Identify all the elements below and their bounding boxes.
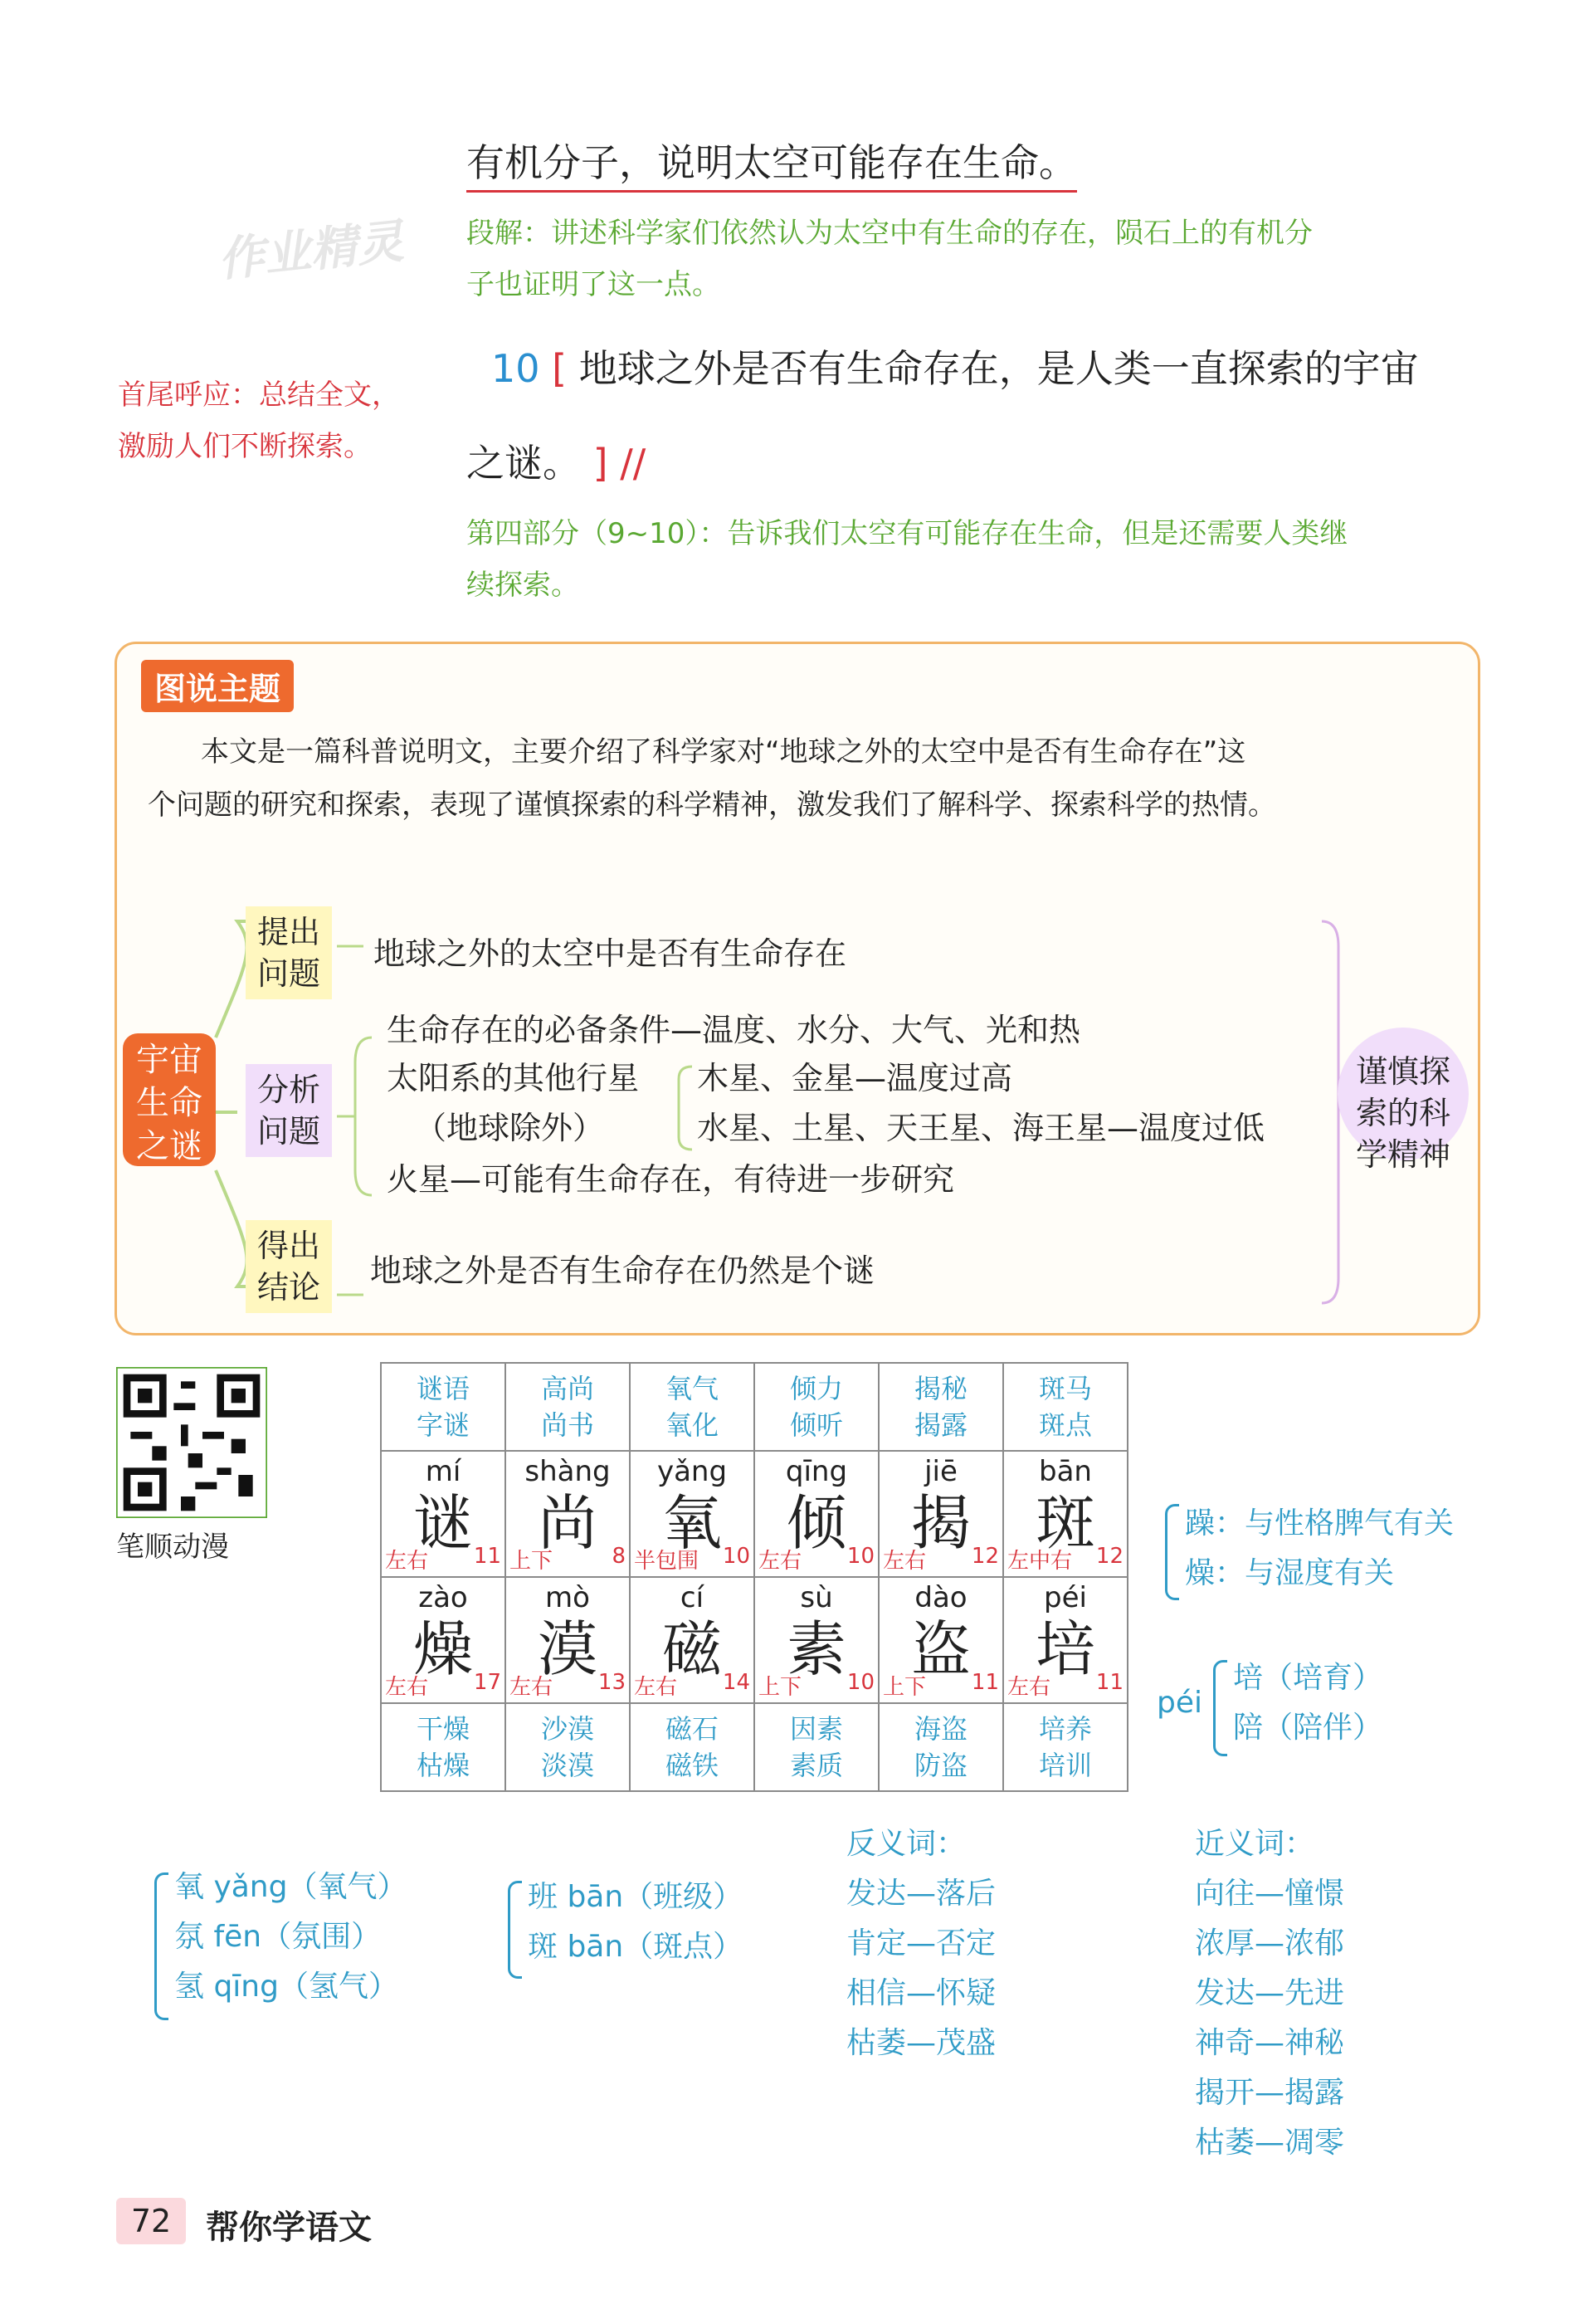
synonym-list: 近义词： 向往—憧憬 浓厚—浓郁 发达—先进 神奇—神秘 揭开—揭露 枯萎—凋零 xyxy=(1195,1827,1345,2160)
text-line-1: 有机分子，说明太空可能存在生命。 xyxy=(466,133,1077,188)
char-cell: sù 素 上下 10 xyxy=(754,1577,879,1703)
char-group-2: 班 bān（班级） 斑 bān（斑点） xyxy=(528,1880,743,1964)
branch-conclusion-text: 地球之外是否有生命存在仍然是个谜 xyxy=(370,1252,875,1289)
word-cell: 倾力 倾听 xyxy=(754,1363,879,1451)
word-cell: 海盗 防盗 xyxy=(879,1703,1003,1791)
char-cell: qīng 倾 左右 10 xyxy=(754,1451,879,1577)
mars-line: 火星—可能有生命存在，有待进一步研究 xyxy=(387,1161,955,1198)
word-cell: 揭秘 揭露 xyxy=(879,1363,1003,1451)
qr-label: 笔顺动漫 xyxy=(116,1531,229,1564)
table-row xyxy=(381,1577,1128,1703)
planets-cold: 水星、土星、天王星、海王星—温度过低 xyxy=(697,1110,1265,1146)
table-row xyxy=(381,1703,1128,1791)
word-cell: 高尚 尚书 xyxy=(505,1363,630,1451)
antonym-list: 反义词： 发达—落后 肯定—否定 相信—怀疑 枯萎—茂盛 xyxy=(846,1827,997,2060)
side-annotation: 首尾呼应：总结全文， 激励人们不断探索。 xyxy=(118,378,400,463)
char-cell: cí 磁 左右 14 xyxy=(630,1577,754,1703)
theme-summary: 本文是一篇科普说明文，主要介绍了科学家对“地球之外的太空中是否有生命存在”这 个问题的研究和探索，表现了谨慎探索的科学精神，激发我们了解科学、探索科学的热情。 xyxy=(148,735,1276,822)
char-cell: mí 谜 左右 11 xyxy=(381,1451,505,1577)
mindmap-summary: 谨慎探 索的科 学精神 xyxy=(1338,1028,1469,1160)
planets-line-b: （地球除外） xyxy=(415,1110,605,1146)
word-cell: 培养 培训 xyxy=(1003,1703,1128,1791)
char-cell: yǎng 氧 半包围 10 xyxy=(630,1451,754,1577)
mindmap-root: 宇宙 生命 之谜 xyxy=(123,1033,216,1166)
paragraph-note: 段解：讲述科学家们依然认为太空中有生命的存在，陨石上的有机分 子也证明了这一点。 xyxy=(466,217,1313,301)
section-summary: 第四部分（9~10）：告诉我们太空有可能存在生命，但是还需要人类继 续探索。 xyxy=(466,517,1348,602)
brace xyxy=(508,1881,522,1979)
char-cell: bān 斑 左中右 12 xyxy=(1003,1451,1128,1577)
branch-analyze-question: 分析 问题 xyxy=(246,1064,332,1157)
brace xyxy=(1213,1660,1227,1756)
char-cell: shàng 尚 上下 8 xyxy=(505,1451,630,1577)
char-cell: dào 盗 上下 11 xyxy=(879,1577,1003,1703)
branch-raise-question: 提出 问题 xyxy=(246,906,332,999)
zao-notes: 躁：与性格脾气有关 燥：与湿度有关 xyxy=(1185,1506,1455,1590)
branch-raise-text: 地球之外的太空中是否有生命存在 xyxy=(373,935,847,972)
page-number: 72 xyxy=(116,2198,186,2244)
paragraph-10-end: 之谜。 ] // xyxy=(466,441,646,486)
word-cell: 因素 素质 xyxy=(754,1703,879,1791)
char-cell: zào 燥 左右 17 xyxy=(381,1577,505,1703)
character-table xyxy=(380,1362,1128,1792)
brace xyxy=(154,1872,168,2020)
char-group-1: 氧 yǎng（氧气） 氛 fēn（氛围） 氢 qīng（氢气） xyxy=(174,1870,407,2004)
word-cell: 谜语 字谜 xyxy=(381,1363,505,1451)
brace xyxy=(1165,1504,1179,1600)
word-cell: 氧气 氧化 xyxy=(630,1363,754,1451)
word-cell: 沙漠 淡漠 xyxy=(505,1703,630,1791)
theme-tag: 图说主题 xyxy=(141,660,294,712)
planets-line-a: 太阳系的其他行星 xyxy=(387,1060,640,1096)
pei-label: péi xyxy=(1157,1686,1203,1720)
table-row xyxy=(381,1363,1128,1451)
word-cell: 磁石 磁铁 xyxy=(630,1703,754,1791)
branch-conclusion: 得出 结论 xyxy=(246,1220,332,1313)
watermark: 作业精灵 xyxy=(215,214,407,288)
table-row xyxy=(381,1451,1128,1577)
word-cell: 斑马 斑点 xyxy=(1003,1363,1128,1451)
book-title: 帮你学语文 xyxy=(206,2209,372,2247)
planets-hot: 木星、金星—温度过高 xyxy=(697,1060,1013,1096)
char-cell: péi 培 左右 11 xyxy=(1003,1577,1128,1703)
paragraph-10: 10 [ 地球之外是否有生命存在，是人类一直探索的宇宙 xyxy=(491,346,1419,391)
condition-line: 生命存在的必备条件—温度、水分、大气、光和热 xyxy=(387,1012,1081,1048)
char-cell: mò 漠 左右 13 xyxy=(505,1577,630,1703)
pei-notes: 培（培育） 陪（陪伴） xyxy=(1233,1661,1383,1745)
word-cell: 干燥 枯燥 xyxy=(381,1703,505,1791)
char-cell: jiē 揭 左右 12 xyxy=(879,1451,1003,1577)
qr-code-icon[interactable] xyxy=(116,1367,267,1518)
